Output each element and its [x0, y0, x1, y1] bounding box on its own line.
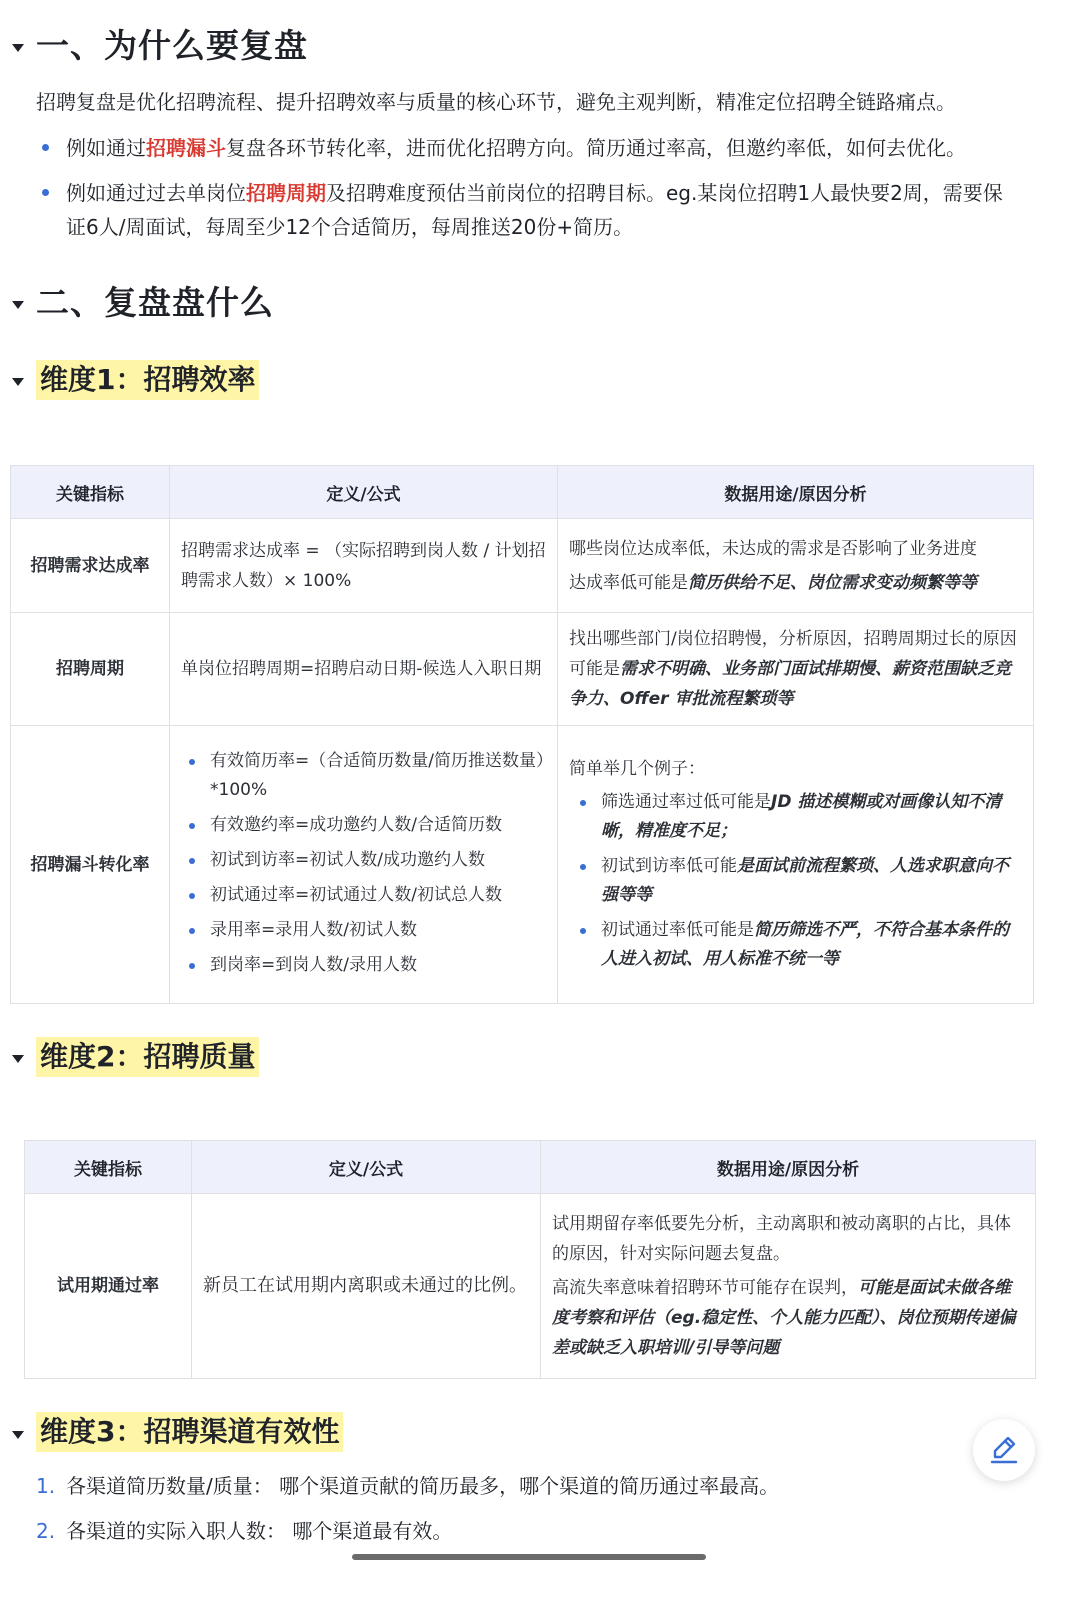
analysis-text: 简单举几个例子：	[569, 758, 705, 779]
list-text: 各渠道的实际入职人数： 哪个渠道最有效。	[66, 1519, 453, 1543]
efficiency-table	[10, 465, 1034, 1004]
dimension-heading: 维度3：招聘渠道有效性	[36, 1412, 343, 1452]
analysis-emphasis: 简历筛选不严，不符合基本条件的人进入初试、用人标准不统一等	[601, 919, 1009, 969]
column-header: 关键指标	[11, 466, 170, 519]
highlight-text: 招聘漏斗	[146, 136, 226, 160]
table-row	[11, 726, 1034, 1004]
analysis-lead: 达成率低可能是	[569, 572, 688, 593]
formula-item: 初试通过率=初试通过人数/初试总人数	[178, 881, 549, 910]
analysis-emphasis: 需求不明确、业务部门面试排期慢、薪资范围缺乏竞争力、Offer 审批流程繁琐等	[569, 659, 1011, 709]
formula-item: 有效邀约率=成功邀约人数/合适简历数	[178, 811, 549, 840]
metric-name: 招聘漏斗转化率	[11, 726, 170, 1004]
example-item	[569, 788, 1022, 846]
list-number: 1.	[36, 1474, 56, 1498]
formula-item: 有效简历率=（合适简历数量/简历推送数量）*100%	[178, 747, 549, 805]
metric-analysis	[558, 726, 1034, 1004]
analysis-text: 试用期留存率低要先分析，主动离职和被动离职的占比，具体的原因，针对实际问题去复盘。	[552, 1214, 1011, 1264]
table-header-row	[11, 466, 1034, 519]
collapse-caret-icon[interactable]	[12, 1055, 24, 1063]
collapse-caret-icon[interactable]	[12, 378, 24, 386]
analysis-lead: 找出哪些部门/岗位招聘慢，分析原因，招聘周期过长的原因可能是	[569, 629, 1017, 679]
bullet-text: 及招聘难度预估当前岗位的招聘目标。eg.某岗位招聘1人最快要2周，需要保证6人/周面试，每周至少12个合适简历，每周推送20份+简历。	[66, 181, 1003, 239]
bullet-text: 例如通过过去单岗位	[66, 181, 246, 205]
section-heading: 一、为什么要复盘	[36, 26, 308, 65]
analysis-emphasis: 简历供给不足、岗位需求变动频繁等等	[688, 572, 977, 593]
metric-analysis	[558, 519, 1034, 613]
column-header: 关键指标	[25, 1141, 192, 1194]
example-item	[569, 916, 1022, 974]
metric-formula	[170, 726, 558, 1004]
bullet-dot	[42, 144, 49, 151]
analysis-lead: 筛选通过率过低可能是	[601, 791, 771, 812]
analysis-emphasis: JD 描述模糊或对画像认知不清晰，精准度不足；	[601, 791, 1002, 841]
highlight-text: 招聘周期	[246, 181, 326, 205]
dimension-heading: 维度1：招聘效率	[36, 360, 259, 400]
analysis-text: 哪些岗位达成率低，未达成的需求是否影响了业务进度	[569, 538, 977, 559]
metric-name: 招聘周期	[11, 613, 170, 726]
column-header: 定义/公式	[192, 1141, 541, 1194]
ordered-list-item	[36, 1470, 779, 1499]
analysis-text	[552, 1273, 1024, 1363]
metric-name: 招聘需求达成率	[11, 519, 170, 613]
table-row	[11, 519, 1034, 613]
list-number: 2.	[36, 1519, 56, 1543]
bullet-text: 例如通过	[66, 136, 146, 160]
ordered-list-item	[36, 1515, 452, 1544]
table-row	[11, 613, 1034, 726]
formula-item: 录用率=录用人数/初试人数	[178, 916, 549, 945]
dimension-heading: 维度2：招聘质量	[36, 1037, 259, 1077]
bullet-item	[66, 131, 1056, 165]
column-header: 定义/公式	[170, 466, 558, 519]
collapse-caret-icon[interactable]	[12, 301, 24, 309]
analysis-lead: 初试到访率低可能	[601, 855, 737, 876]
analysis-lead: 高流失率意味着招聘环节可能存在误判，	[552, 1278, 858, 1298]
metric-formula: 新员工在试用期内离职或未通过的比例。	[192, 1194, 541, 1379]
quality-table	[24, 1140, 1036, 1379]
formula-item: 初试到访率=初试人数/成功邀约人数	[178, 846, 549, 875]
formula-item: 到岗率=到岗人数/录用人数	[178, 951, 549, 980]
list-text: 各渠道简历数量/质量： 哪个渠道贡献的简历最多，哪个渠道的简历通过率最高。	[66, 1474, 780, 1498]
column-header: 数据用途/原因分析	[558, 466, 1034, 519]
bullet-item	[66, 176, 1016, 244]
collapse-caret-icon[interactable]	[12, 44, 24, 52]
bullet-dot	[42, 189, 49, 196]
column-header: 数据用途/原因分析	[541, 1141, 1036, 1194]
metric-analysis	[541, 1194, 1036, 1379]
edit-button[interactable]	[973, 1419, 1035, 1481]
example-item	[569, 852, 1022, 910]
table-header-row	[25, 1141, 1036, 1194]
home-indicator[interactable]	[352, 1554, 706, 1560]
analysis-emphasis: 是面试前流程繁琐、人选求职意向不强等等	[601, 855, 1009, 905]
analysis-text	[569, 568, 1022, 598]
analysis-emphasis: 可能是面试未做各维度考察和评估（eg.稳定性、个人能力匹配）、岗位预期传递偏差或缺乏入职培训/引导等问题	[552, 1278, 1016, 1358]
metric-name: 试用期通过率	[25, 1194, 192, 1379]
formula-list	[178, 747, 549, 980]
example-list	[569, 788, 1022, 974]
section-heading: 二、复盘盘什么	[36, 283, 274, 322]
bullet-text: 复盘各环节转化率，进而优化招聘方向。简历通过率高，但邀约率低，如何去优化。	[226, 136, 966, 160]
intro-paragraph: 招聘复盘是优化招聘流程、提升招聘效率与质量的核心环节，避免主观判断，精准定位招聘全链路痛点。	[36, 90, 956, 114]
collapse-caret-icon[interactable]	[12, 1431, 24, 1439]
metric-formula: 招聘需求达成率 = （实际招聘到岗人数 / 计划招聘需求人数）× 100%	[170, 519, 558, 613]
analysis-lead: 初试通过率低可能是	[601, 919, 754, 940]
metric-formula: 单岗位招聘周期=招聘启动日期-候选人入职日期	[170, 613, 558, 726]
table-row	[25, 1194, 1036, 1379]
edit-pencil-icon	[973, 1419, 1035, 1481]
metric-analysis	[558, 613, 1034, 726]
